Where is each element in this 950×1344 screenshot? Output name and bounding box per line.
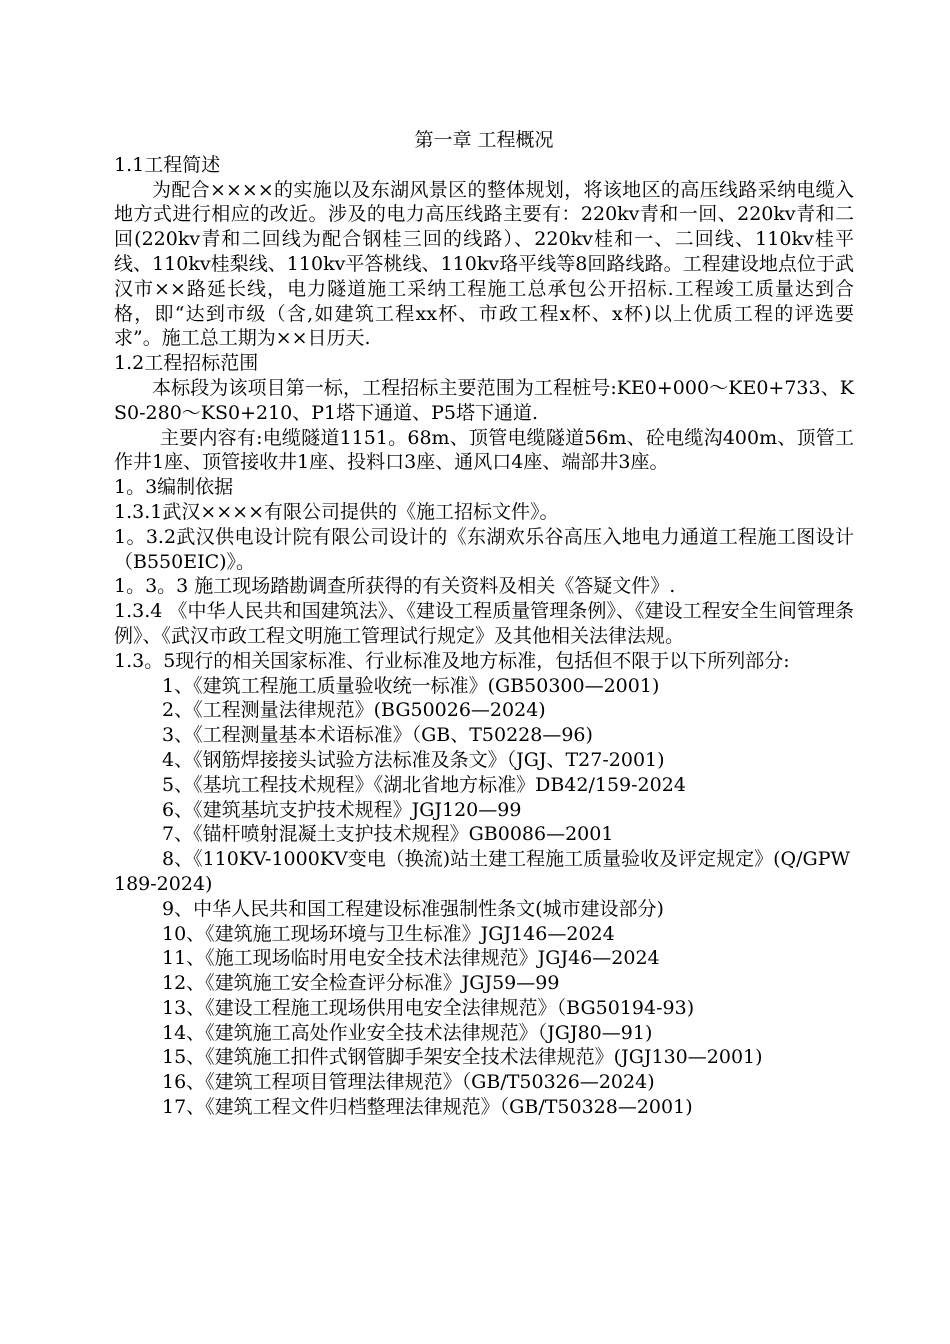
chapter-title: 第一章 工程概况	[414, 129, 554, 151]
standard-item: 5、《基坑工程技术规程》《湖北省地方标准》DB42/159-2024	[162, 773, 686, 796]
standard-item: 15、《建筑施工扣件式钢管脚手架安全技术法律规范》(JGJ130—2001)	[162, 1046, 763, 1069]
standard-item: 9、中华人民共和国工程建设标准强制性条文(城市建设部分)	[162, 897, 664, 920]
basis-item-1-3-3: 1。3。3 施工现场踏勘调查所获得的有关资料及相关《答疑文件》.	[114, 575, 676, 598]
standards-list	[114, 674, 854, 1120]
standard-item: 12、《建筑施工安全检查评分标准》JGJ59—99	[162, 972, 560, 995]
standard-item: 8、《110KV-1000KV变电（换流)站土建工程施工质量验收及评定规定》(Q/GPW189-2024)	[114, 848, 851, 895]
section-heading-1-2: 1.2工程招标范围	[114, 352, 259, 375]
basis-item-1-3-5: 1.3。5现行的相关国家标准、行业标准及地方标准，包括但不限于以下所列部分:	[114, 649, 790, 672]
standard-item: 7、《锚杆喷射混凝土支护技术规程》GB0086—2001	[162, 823, 614, 846]
standard-item: 14、《建筑施工高处作业安全技术法律规范》（JGJ80—91)	[162, 1021, 653, 1044]
standard-item: 1、《建筑工程施工质量验收统一标准》(GB50300—2001)	[162, 674, 660, 697]
standard-item: 3、《工程测量基本术语标准》（GB、T50228—96)	[162, 724, 593, 747]
document-page	[114, 128, 854, 1120]
section-1-2-body-1: 本标段为该项目第一标，工程招标主要范围为工程桩号:KE0+000～KE0+733、KS0-280～KS0+210、P1塔下通道、P5塔下通道.	[114, 376, 854, 424]
standard-item: 17、《建筑工程文件归档整理法律规范》（GB/T50328—2001)	[162, 1096, 693, 1119]
standard-item: 13、《建设工程施工现场供用电安全法律规范》（BG50194-93)	[162, 996, 695, 1019]
section-heading-1-1: 1.1工程简述	[114, 153, 221, 176]
standard-item: 4、《钢筋焊接接头试验方法标准及条文》（JGJ、T27-2001)	[162, 748, 665, 771]
section-1-1-body: 为配合××××的实施以及东湖风景区的整体规划，将该地区的高压线路采纳电缆入地方式进行相应的改近。涉及的电力高压线路主要有：220kv青和一回、220kv青和二回(220kv青和二回线为配合钢桂三回的线路）、220kv桂和一、二回线、110kv桂平线、110kv桂梨线、110kv平答桃线、110kv珞平线等8回路线路。工程建设地点位于武汉市××路延长线，电力隧道施工采纳工程施工总承包公开招标.工程竣工质量达到合格，即“达到市级（含,如建筑工程xx杯、市政工程x杯、x杯)以上优质工程的评选要求”。施工总工期为××日历天.	[114, 178, 854, 350]
basis-item-1-3-4: 1.3.4 《中华人民共和国建筑法》、《建设工程质量管理条例》、《建设工程安全生间管理条例》、《武汉市政工程文明施工管理试行规定》及其他相关法律法规。	[114, 600, 854, 647]
standard-item: 2、《工程测量法律规范》(BG50026—2024)	[162, 699, 546, 722]
standard-item: 6、《建筑基坑支护技术规程》JGJ120—99	[162, 798, 522, 821]
basis-item-1-3-1: 1.3.1武汉××××有限公司提供的《施工招标文件》。	[114, 500, 559, 523]
standard-item: 11、《施工现场临时用电安全技术法律规范》JGJ46—2024	[162, 947, 660, 970]
standard-item: 16、《建筑工程项目管理法律规范》（GB/T50326—2024)	[162, 1071, 655, 1094]
standard-item: 10、《建筑施工现场环境与卫生标准》JGJ146—2024	[162, 922, 615, 945]
section-1-2-body-2: 主要内容有:电缆隧道1151。68m、顶管电缆隧道56m、砼电缆沟400m、顶管工作井1座、顶管接收井1座、投料口3座、通风口4座、端部井3座。	[114, 426, 854, 474]
basis-item-1-3-2: 1。3.2武汉供电设计院有限公司设计的《东湖欢乐谷高压入地电力通道工程施工图设计（B550EIC)》。	[114, 525, 854, 573]
section-heading-1-3: 1。3编制依据	[114, 476, 234, 499]
